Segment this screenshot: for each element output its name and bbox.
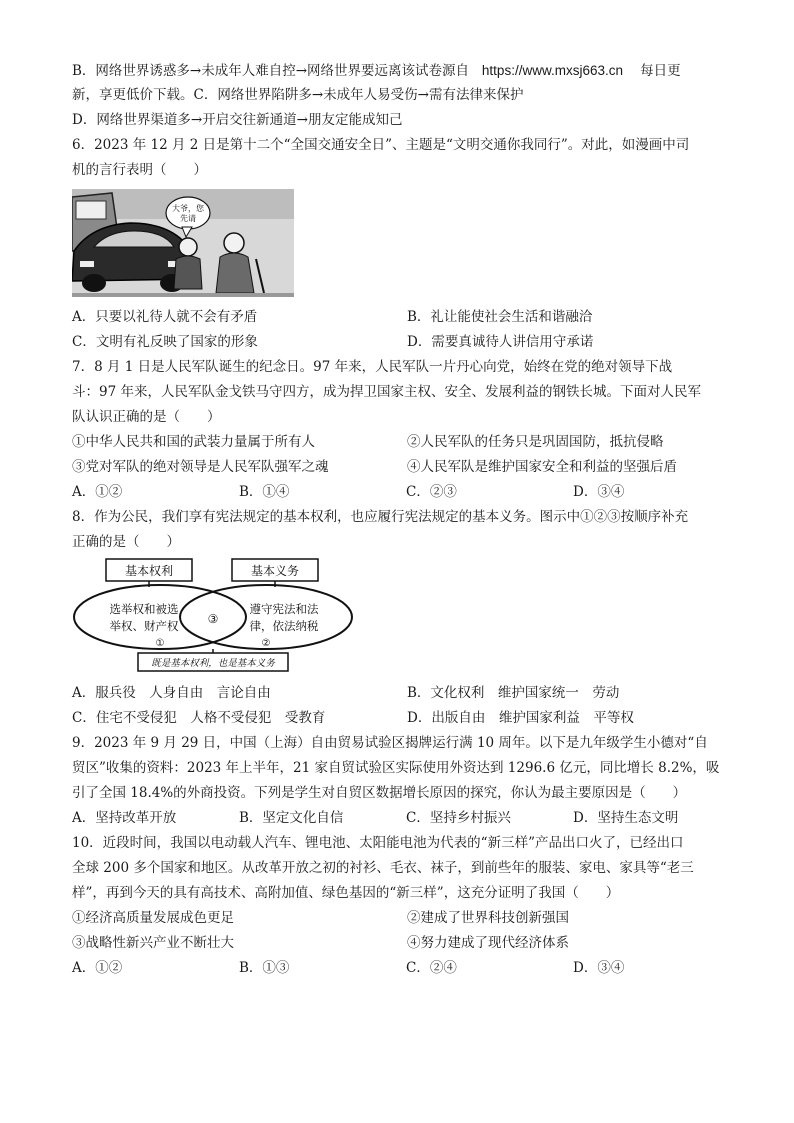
q10-item-3: ③战略性新兴产业不断壮大 [72, 935, 234, 951]
venn-left-text1: 选举权和被选 [109, 602, 179, 616]
q10-stem-line2: 全球 200 多个国家和地区。从改革开放之初的衬衫、毛衣、袜子，到前些年的服装、家电、家具等“老三 [72, 860, 694, 876]
q7-option-d[interactable]: D．③④ [573, 484, 625, 500]
venn-right-text2: 律，依法纳税 [249, 619, 319, 633]
q9-option-c[interactable]: C．坚持乡村振兴 [406, 810, 511, 826]
rights-duties-venn-diagram [72, 557, 354, 675]
q10-item-4: ④努力建成了现代经济体系 [407, 935, 569, 951]
q5-option-b [72, 58, 722, 83]
venn-right-text1: 遵守宪法和法 [249, 602, 319, 616]
q7-option-b[interactable]: B．①④ [239, 484, 290, 500]
q7-item-3: ③党对军队的绝对领导是人民军队强军之魂 [72, 459, 329, 475]
venn-right-title: 基本义务 [250, 564, 300, 578]
q10-item-1: ①经济高质量发展成色更足 [72, 910, 234, 926]
q6-option-c[interactable]: C．文明有礼反映了国家的形象 [72, 334, 258, 350]
q9-stem-line2: 贸区”收集的资料：2023 年上半年，21 家自贸试验区实际使用外资达到 1296.6 亿元，同比增长 8.2%，吸 [72, 760, 720, 776]
venn-left-title: 基本权利 [124, 564, 174, 578]
q7-options [72, 480, 722, 505]
q8-options-row2 [72, 706, 722, 731]
q5-option-b-text: B．网络世界诱惑多→未成年人难自控→网络世界要远离该试卷源自 [72, 63, 470, 79]
q7-stem-line2: 斗：97 年来，人民军队金戈铁马守四方，成为捍卫国家主权、安全、发展利益的钢铁长城。下面对人民军 [72, 384, 701, 400]
q10-option-d[interactable]: D．③④ [573, 960, 625, 976]
q8-option-b[interactable]: B．文化权利 维护国家统一 劳动 [407, 685, 620, 701]
q8-options-row1 [72, 681, 722, 706]
q8-option-a[interactable]: A．服兵役 人身自由 言论自由 [72, 685, 271, 701]
q5-option-d: D．网络世界渠道多→开启交往新通道→朋友定能成知己 [72, 112, 403, 128]
q10-items-row2 [72, 931, 722, 956]
q7-item-1: ①中华人民共和国的武装力量属于所有人 [72, 434, 315, 450]
q6-option-d[interactable]: D．需要真诚待人讲信用守承诺 [407, 334, 594, 350]
q7-option-a[interactable]: A．①② [72, 484, 123, 500]
traffic-cartoon-illustration [72, 189, 294, 297]
q10-options [72, 956, 722, 981]
q10-stem-line1: 10．近段时间，我国以电动载人汽车、锂电池、太阳能电池为代表的“新三样”产品出口火了，已经出口 [72, 835, 684, 851]
q10-option-c[interactable]: C．②④ [406, 960, 457, 976]
q7-stem-line3: 队认识正确的是（ ） [72, 409, 221, 425]
q5-option-b-c: 新，享更低价下载。C．网络世界陷阱多→未成年人易受伤→需有法律来保护 [72, 87, 524, 103]
cartoon-bubble-line2: 先请 [180, 214, 196, 223]
q6-options-row2 [72, 330, 722, 355]
venn-mark-1: ① [155, 638, 165, 649]
venn-diagram-svg [72, 557, 354, 675]
q8-stem-line2: 正确的是（ ） [72, 534, 180, 550]
q10-option-b[interactable]: B．①③ [239, 960, 290, 976]
source-url: https://www.mxsj663.cn [481, 63, 623, 78]
venn-bottom-label: 既是基本权利，也是基本义务 [151, 658, 275, 669]
q5-option-b-tail: 每日更 [640, 63, 681, 79]
q8-option-d[interactable]: D．出版自由 维护国家利益 平等权 [407, 710, 634, 726]
q7-item-4: ④人民军队是维护国家安全和利益的坚强后盾 [407, 459, 677, 475]
q6-options-row1 [72, 305, 722, 330]
q10-stem-line3: 样”，再到今天的具有高技术、高附加值、绿色基因的“新三样”，这充分证明了我国（ ） [72, 885, 620, 901]
venn-mark-3: ③ [207, 612, 219, 626]
venn-mark-2: ② [261, 638, 271, 649]
q6-option-a[interactable]: A．只要以礼待人就不会有矛盾 [72, 309, 258, 325]
q7-items-row2 [72, 455, 722, 480]
q6-stem-line2: 机的言行表明（ ） [72, 162, 207, 178]
cartoon-bubble-line1: 大爷，您 [172, 204, 204, 213]
q9-option-b[interactable]: B．坚定文化自信 [239, 810, 344, 826]
q8-stem-line1: 8．作为公民，我们享有宪法规定的基本权利，也应履行宪法规定的基本义务。图示中①②③按顺序补充 [72, 509, 689, 525]
q7-option-c[interactable]: C．②③ [406, 484, 457, 500]
q10-items-row1 [72, 906, 722, 931]
q10-item-2: ②建成了世界科技创新强国 [407, 910, 569, 926]
venn-left-text2: 举权、财产权 [109, 619, 179, 633]
q9-options [72, 806, 722, 831]
q9-stem-line1: 9．2023 年 9 月 29 日，中国（上海）自由贸易试验区揭牌运行满 10 周年。以下是九年级学生小德对“自 [72, 735, 708, 751]
q6-option-b[interactable]: B．礼让能使社会生活和谐融洽 [407, 309, 593, 325]
q9-stem-line3: 引了全国 18.4%的外商投资。下列是学生对自贸区数据增长原因的探究，你认为最主要原因是（ ） [72, 785, 687, 801]
traffic-cartoon [72, 189, 294, 297]
q9-option-a[interactable]: A．坚持改革开放 [72, 810, 177, 826]
q8-option-c[interactable]: C．住宅不受侵犯 人格不受侵犯 受教育 [72, 710, 326, 726]
q7-stem-line1: 7．8 月 1 日是人民军队诞生的纪念日。97 年来，人民军队一片丹心向党，始终在党的绝对领导下战 [72, 359, 673, 375]
q7-items-row1 [72, 430, 722, 455]
q9-option-d[interactable]: D．坚持生态文明 [573, 810, 679, 826]
q6-stem-line1: 6．2023 年 12 月 2 日是第十二个“全国交通安全日”、主题是“文明交通你我同行”。对此，如漫画中司 [72, 137, 690, 153]
q7-item-2: ②人民军队的任务只是巩固国防，抵抗侵略 [407, 434, 664, 450]
q10-option-a[interactable]: A．①② [72, 960, 123, 976]
exam-page [72, 58, 722, 981]
